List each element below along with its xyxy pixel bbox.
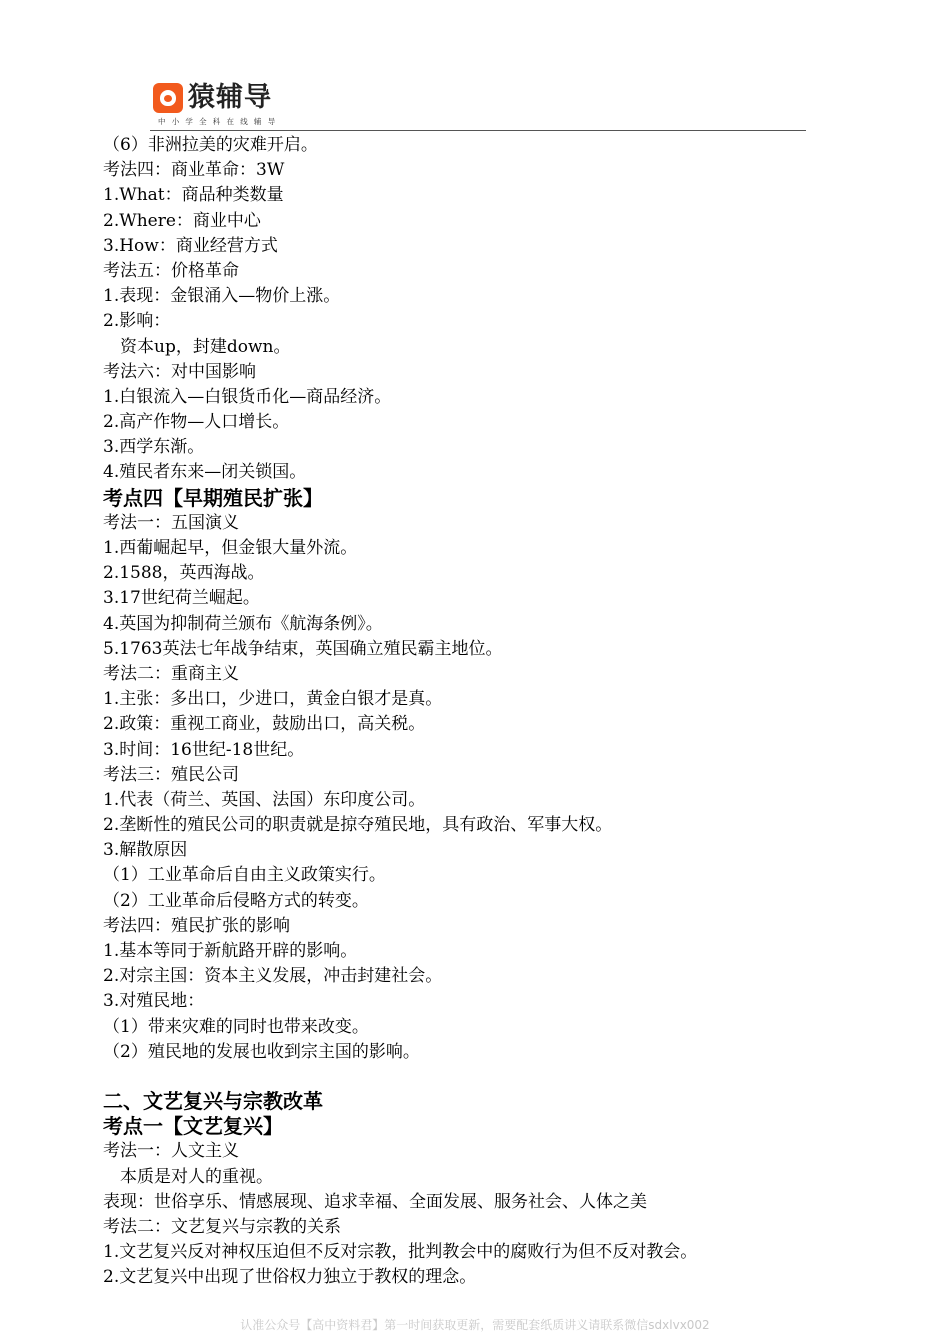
document-body xyxy=(103,133,823,1290)
text-line: 4.英国为抑制荷兰颁布《航海条例》。 xyxy=(103,613,383,634)
method-heading: 考法四：殖民扩张的影响 xyxy=(103,915,290,936)
text-line: 1.白银流入—白银货币化—商品经济。 xyxy=(103,386,392,407)
method-heading: 考法三：殖民公司 xyxy=(103,764,239,785)
method-heading: 考法一：人文主义 xyxy=(103,1141,239,1162)
text-line: 2.1588，英西海战。 xyxy=(103,563,265,584)
text-line: 3.时间：16世纪-18世纪。 xyxy=(103,739,305,760)
method-heading: 考法四：商业革命：3W xyxy=(103,160,285,181)
text-line: 3.西学东渐。 xyxy=(103,437,205,458)
text-line: （6）非洲拉美的灾难开启。 xyxy=(103,135,318,155)
text-line: 1.基本等同于新航路开辟的影响。 xyxy=(103,941,358,961)
text-line: 3.对殖民地： xyxy=(103,991,205,1012)
footer-watermark: 认准公众号【高中资料君】第一时间获取更新，需要配套纸质讲义请联系微信sdxlvx002 xyxy=(240,1318,710,1332)
text-line: 1.代表（荷兰、英国、法国）东印度公司。 xyxy=(103,789,426,810)
text-line: 1.表现：金银涌入—物价上涨。 xyxy=(103,286,341,307)
text-line: （1）带来灾难的同时也带来改变。 xyxy=(103,1016,369,1037)
text-line: 1.主张：多出口，少进口，黄金白银才是真。 xyxy=(103,689,443,710)
text-line: （1）工业革命后自由主义政策实行。 xyxy=(103,865,386,886)
text-line: 资本up，封建down。 xyxy=(120,336,291,357)
page-header xyxy=(150,80,806,132)
spacer xyxy=(103,1065,823,1089)
text-line: 表现：世俗享乐、情感展现、追求幸福、全面发展、服务社会、人体之美 xyxy=(103,1191,647,1212)
text-line: 5.1763英法七年战争结束，英国确立殖民霸主地位。 xyxy=(103,638,503,659)
text-line: 1.西葡崛起早，但金银大量外流。 xyxy=(103,538,358,558)
chapter-heading: 二、文艺复兴与宗教改革 xyxy=(103,1088,323,1113)
text-line: 2.垄断性的殖民公司的职责就是掠夺殖民地，具有政治、军事大权。 xyxy=(103,815,613,836)
method-heading: 考法六：对中国影响 xyxy=(103,361,256,382)
text-line: 3.解散原因 xyxy=(103,840,188,861)
text-line: （2）殖民地的发展也收到宗主国的影响。 xyxy=(103,1041,420,1062)
text-line: 2.高产作物—人口增长。 xyxy=(103,412,290,433)
section-heading: 考点四【早期殖民扩张】 xyxy=(103,485,323,510)
text-line: 2.文艺复兴中出现了世俗权力独立于教权的理念。 xyxy=(103,1267,477,1288)
text-line: 2.影响： xyxy=(103,311,171,332)
section-heading: 考点一【文艺复兴】 xyxy=(103,1114,283,1139)
method-heading: 考法一：五国演义 xyxy=(103,512,239,533)
method-heading: 考法二：文艺复兴与宗教的关系 xyxy=(103,1216,341,1237)
logo-subtitle: 中小学全科在线辅导 xyxy=(158,117,282,126)
logo-icon xyxy=(153,83,183,113)
method-heading: 考法五：价格革命 xyxy=(103,260,239,281)
text-line: 2.Where：商业中心 xyxy=(103,210,261,231)
text-line: 2.对宗主国：资本主义发展，冲击封建社会。 xyxy=(103,966,443,987)
text-line: 4.殖民者东来—闭关锁国。 xyxy=(103,462,307,483)
text-line: 本质是对人的重视。 xyxy=(120,1166,273,1187)
text-line: 1.What：商品种类数量 xyxy=(103,185,284,206)
text-line: 2.政策：重视工商业，鼓励出口，高关税。 xyxy=(103,714,426,735)
logo-text: 猿辅导 xyxy=(188,82,272,113)
text-line: （2）工业革命后侵略方式的转变。 xyxy=(103,890,369,911)
text-line: 1.文艺复兴反对神权压迫但不反对宗教，批判教会中的腐败行为但不反对教会。 xyxy=(103,1242,698,1263)
header-rule xyxy=(150,130,806,131)
method-heading: 考法二：重商主义 xyxy=(103,663,239,684)
text-line: 3.17世纪荷兰崛起。 xyxy=(103,588,260,609)
text-line: 3.How：商业经营方式 xyxy=(103,235,278,256)
